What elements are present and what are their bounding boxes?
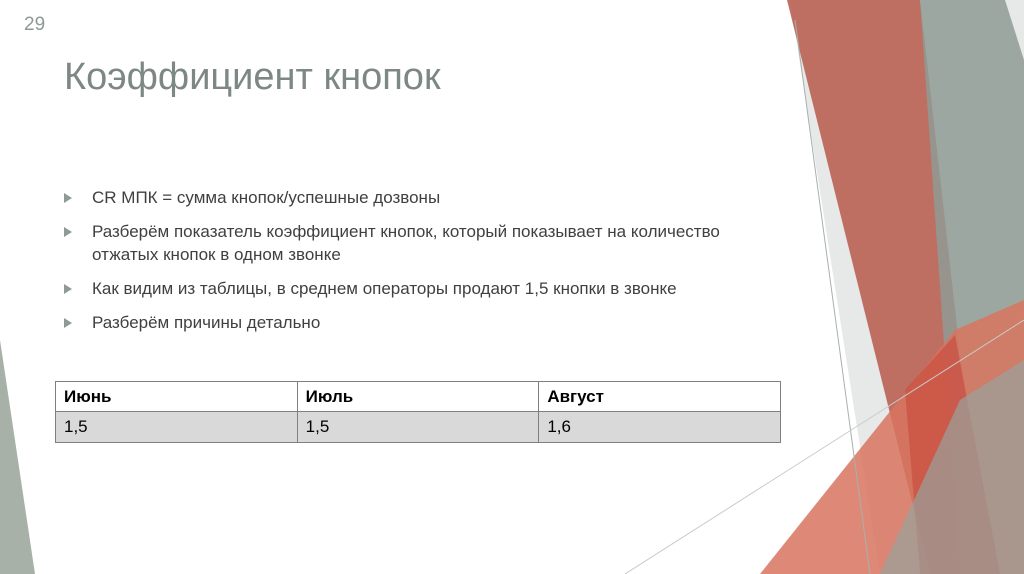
cell-july: 1,5	[297, 412, 539, 443]
left-gray-shape	[0, 340, 35, 574]
bullet-item	[64, 220, 744, 266]
bullet-item	[64, 311, 744, 334]
bullet-text: Как видим из таблицы, в среднем операторы продают 1,5 кнопки в звонке	[92, 279, 677, 298]
triangle-bullet-icon	[64, 284, 72, 294]
triangle-bullet-icon	[64, 227, 72, 237]
monthly-cr-table	[55, 381, 781, 443]
cell-june: 1,5	[56, 412, 298, 443]
bullet-text: CR МПК = сумма кнопок/успешные дозвоны	[92, 188, 441, 207]
bullet-text: Разберём причины детально	[92, 313, 321, 332]
bullet-text: Разберём показатель коэффициент кнопок, который показывает на количество отжатых кнопок в одном звонке	[92, 222, 720, 264]
cell-august: 1,6	[539, 412, 781, 443]
header-june: Июнь	[56, 382, 298, 412]
table-header-row	[56, 382, 781, 412]
bullet-item	[64, 277, 744, 300]
slide-title: Коэффициент кнопок	[64, 56, 441, 98]
table-row	[56, 412, 781, 443]
bullet-list	[64, 186, 744, 345]
bullet-item	[64, 186, 744, 209]
slide-number: 29	[24, 14, 46, 35]
header-august: Август	[539, 382, 781, 412]
triangle-bullet-icon	[64, 318, 72, 328]
triangle-bullet-icon	[64, 193, 72, 203]
header-july: Июль	[297, 382, 539, 412]
